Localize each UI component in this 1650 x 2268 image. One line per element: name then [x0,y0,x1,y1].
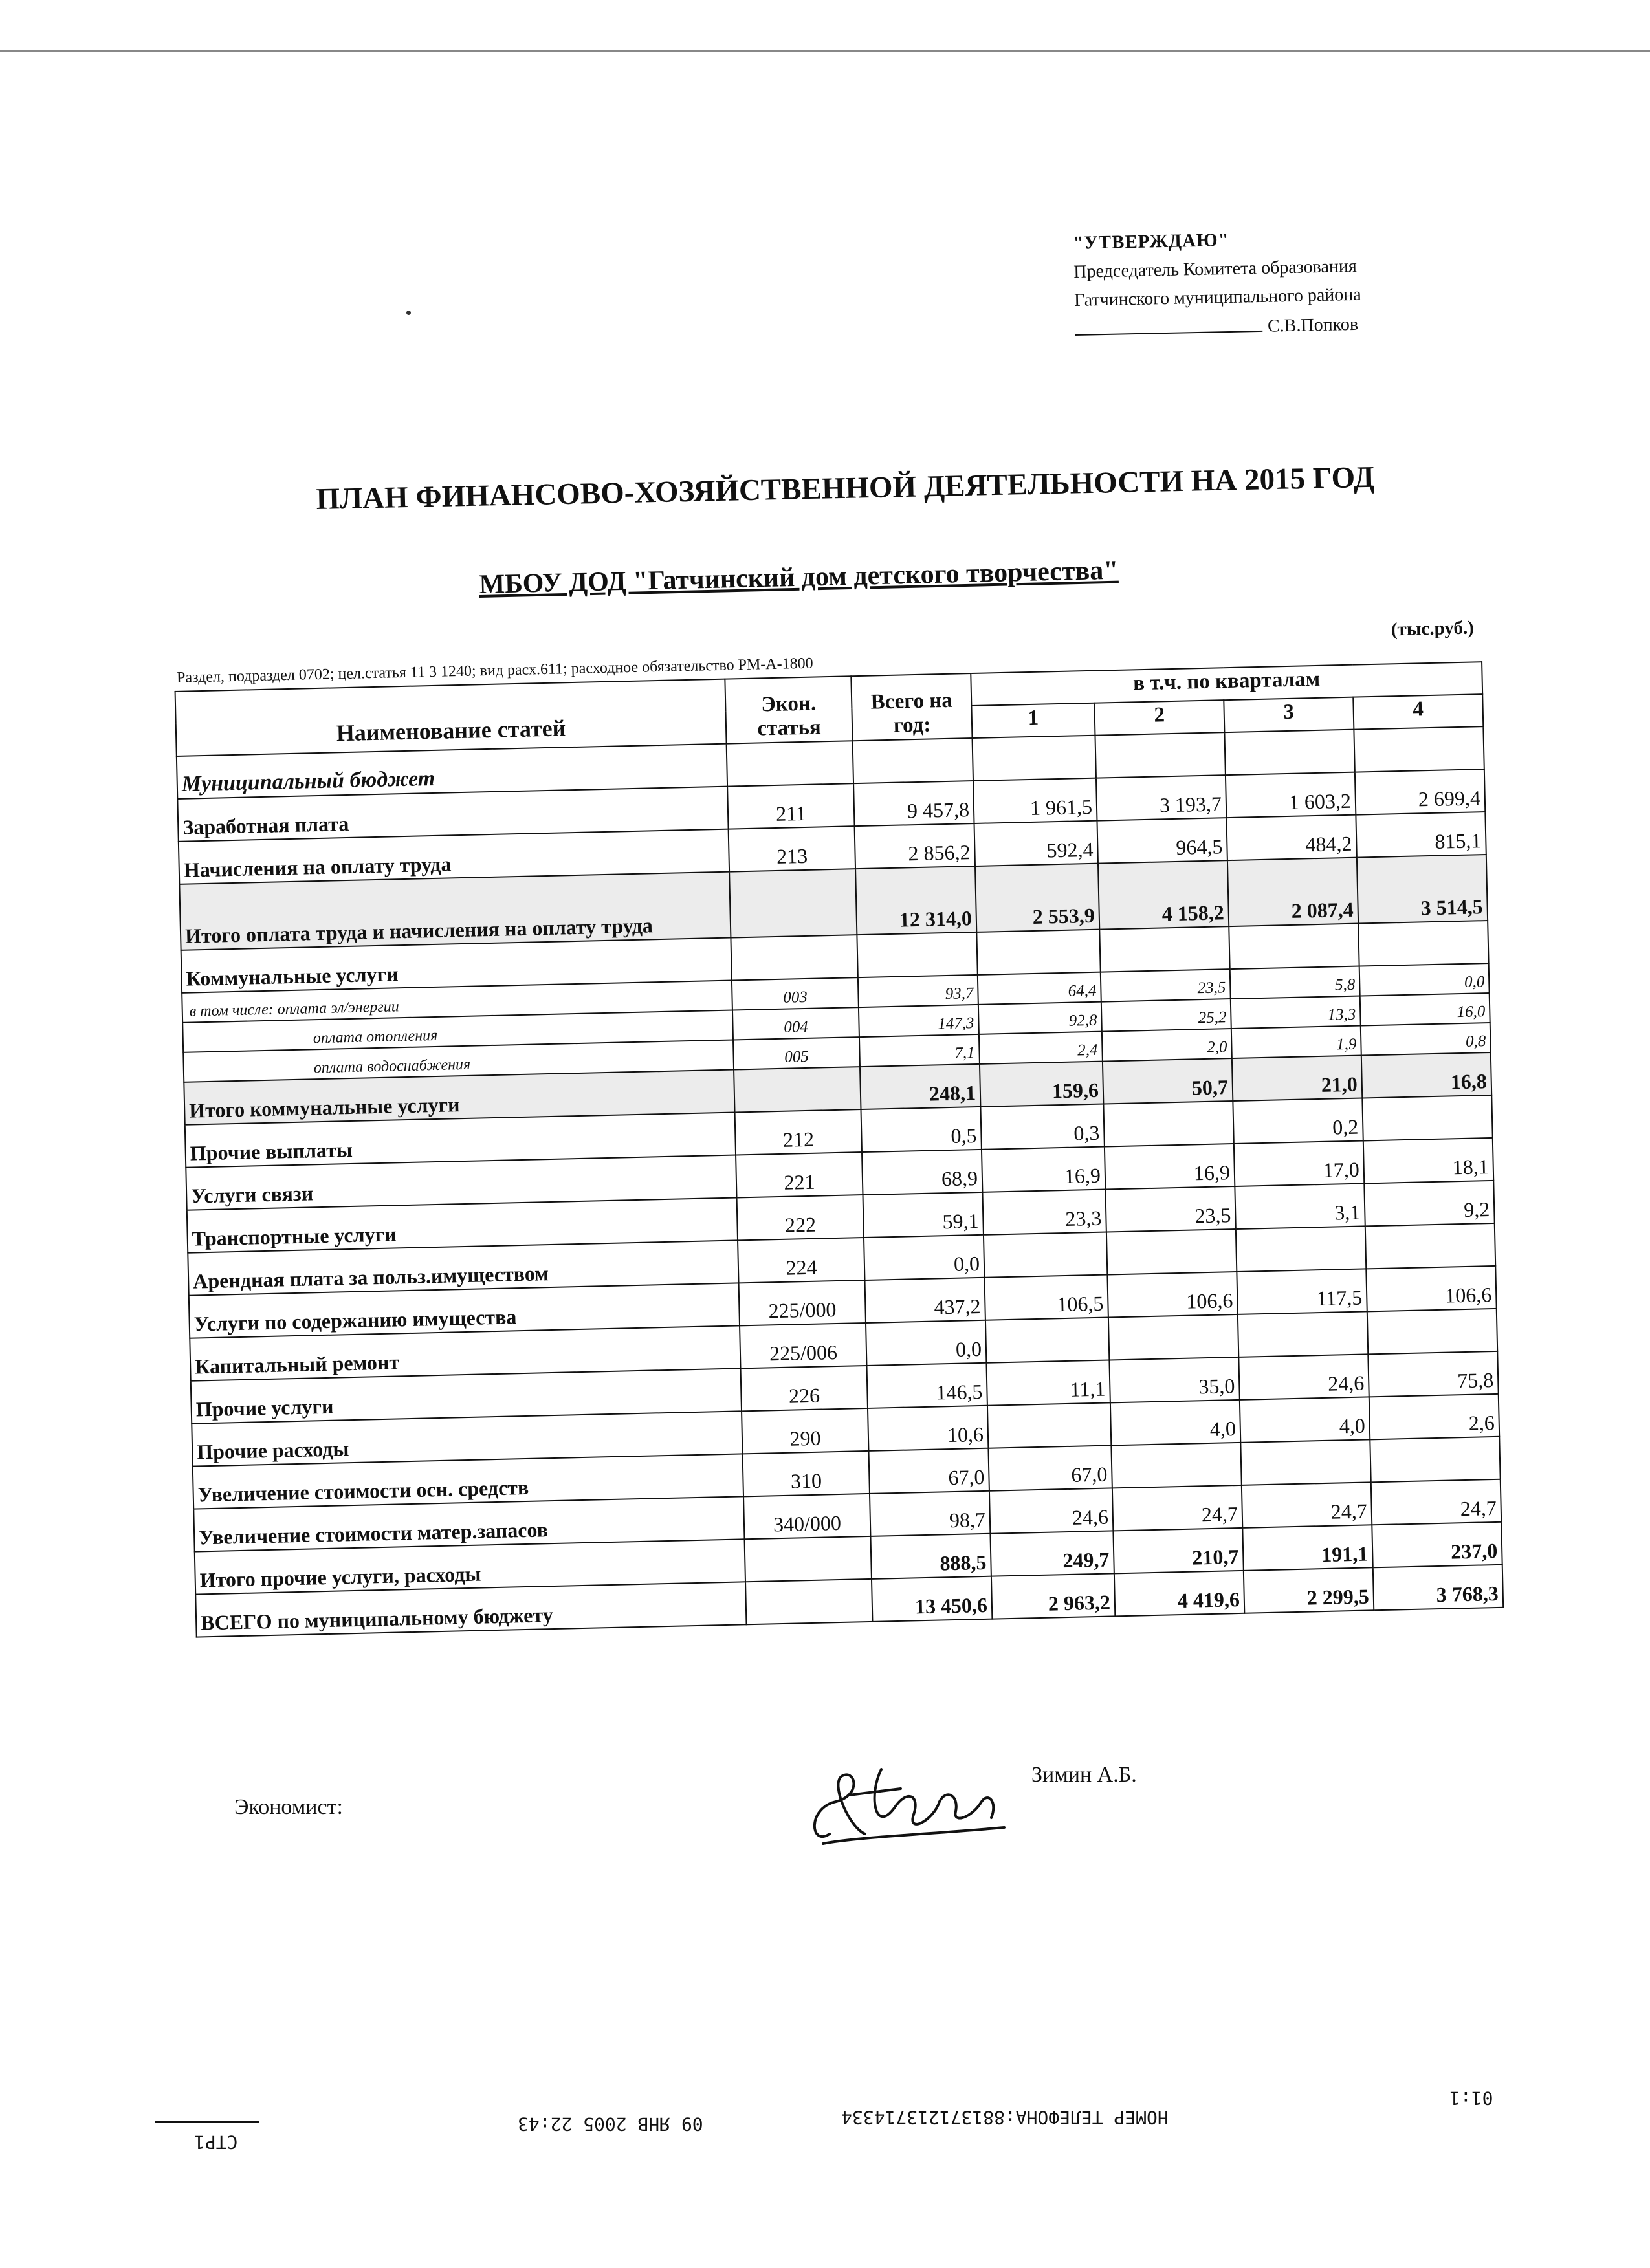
quarter-2-cell: 23,5 [1101,969,1231,1002]
quarter-3-cell: 21,0 [1232,1056,1362,1102]
section-title: Муниципальный бюджет [177,744,727,799]
quarter-4-cell [1367,1309,1497,1355]
header-quarters-title: в т.ч. по кварталам [971,662,1482,706]
section-empty-q4 [1354,726,1484,772]
quarter-3-cell: 13,3 [1231,996,1361,1029]
quarter-3-cell: 4,0 [1240,1397,1370,1443]
econ-code-cell: 003 [732,977,859,1010]
quarter-2-cell [1099,926,1229,972]
quarter-4-cell: 3 768,3 [1373,1565,1503,1611]
quarter-1-cell: 2,4 [979,1032,1103,1064]
year-total-cell: 248,1 [860,1064,980,1109]
quarter-4-cell: 815,1 [1356,812,1486,858]
econ-code-cell [731,935,857,980]
quarter-2-cell: 106,6 [1107,1272,1237,1318]
econ-code-cell [734,1067,861,1112]
econ-code-cell: 004 [732,1007,859,1040]
row-name: Транспортные услуги [187,1197,738,1252]
quarter-1-cell [987,1402,1111,1448]
signature-blank [1075,331,1262,336]
quarter-2-cell: 50,7 [1103,1058,1233,1104]
quarter-2-cell: 2,0 [1102,1029,1232,1062]
section-empty-total [853,738,973,783]
row-name: Прочие выплаты [185,1113,736,1168]
econ-code-cell: 224 [738,1238,864,1283]
quarter-4-cell: 24,7 [1371,1479,1501,1525]
quarter-3-cell: 2 087,4 [1227,858,1358,927]
quarter-3-cell [1229,924,1359,970]
header-total [851,673,972,741]
header-quarter-1: 1 [971,703,1095,738]
quarter-3-cell: 24,6 [1238,1354,1369,1400]
quarter-3-cell [1238,1311,1368,1357]
quarter-2-cell: 964,5 [1097,818,1227,864]
quarter-2-cell: 4,0 [1110,1400,1240,1446]
approval-block [1073,224,1476,341]
quarter-3-cell: 1 603,2 [1226,772,1356,818]
quarter-2-cell: 35,0 [1109,1357,1239,1403]
year-total-cell: 68,9 [862,1150,982,1195]
fax-page: СТР1 [194,2132,238,2153]
quarter-3-cell: 24,7 [1242,1482,1372,1528]
quarter-1-cell [984,1232,1107,1278]
quarter-1-cell [976,930,1100,975]
quarter-3-cell: 117,5 [1237,1269,1367,1314]
econ-code-cell: 222 [737,1195,864,1240]
approval-position-line2: Гатчинского муниципального района [1073,284,1361,311]
year-total-cell: 10,6 [868,1406,988,1451]
year-total-cell: 0,0 [866,1320,986,1366]
section-empty-q3 [1224,730,1354,776]
econ-code-cell: 213 [729,826,855,871]
row-name: Итого оплата труда и начисления на оплату труда [179,872,731,950]
header-code-line2: статья [756,715,822,741]
year-total-cell: 9 457,8 [853,781,974,826]
quarter-3-cell: 191,1 [1242,1525,1372,1571]
quarter-4-cell: 2,6 [1369,1394,1499,1440]
year-total-cell: 147,3 [859,1005,979,1037]
year-total-cell: 7,1 [859,1034,980,1067]
row-name: Увеличение стоимости матер.запасов [193,1496,744,1551]
row-name: Услуги связи [186,1155,736,1210]
year-total-cell: 0,0 [864,1235,984,1280]
quarter-1-cell [985,1317,1109,1362]
quarter-4-cell: 9,2 [1364,1181,1494,1227]
document-title: ПЛАН ФИНАНСОВО-ХОЗЯЙСТВЕННОЙ ДЕЯТЕЛЬНОСТИ НА 2015 ГОД [316,460,1375,516]
quarter-2-cell: 4 419,6 [1114,1571,1244,1617]
quarter-3-cell: 2 299,5 [1244,1567,1374,1613]
year-total-cell [857,932,977,977]
document-subtitle: МБОУ ДОД "Гатчинский дом детского творчества" [479,555,1119,600]
year-total-cell: 59,1 [863,1192,983,1238]
page-top-edge [0,50,1650,52]
header-total-line1: Всего на [870,688,953,714]
quarter-1-cell: 592,4 [974,821,1098,866]
quarter-1-cell: 11,1 [986,1360,1110,1405]
quarter-2-cell [1106,1229,1237,1275]
quarter-1-cell: 67,0 [988,1445,1112,1490]
quarter-2-cell: 23,5 [1105,1186,1235,1232]
budget-table [175,661,1504,1637]
quarter-4-cell: 3 514,5 [1357,855,1488,924]
row-name: оплата отопления [182,1010,733,1052]
quarter-2-cell: 4 158,2 [1098,860,1229,930]
quarter-2-cell [1108,1314,1238,1360]
approval-signer: С.В.Попков [1267,314,1359,336]
quarter-4-cell: 16,0 [1360,993,1490,1026]
quarter-1-cell: 106,5 [984,1275,1108,1320]
row-name: Итого прочие услуги, расходы [195,1539,745,1594]
fax-rule [155,2121,259,2123]
year-total-cell: 437,2 [864,1278,985,1323]
quarter-1-cell: 159,6 [980,1062,1103,1107]
header-total-line2: год: [893,713,931,737]
quarter-4-cell: 106,6 [1366,1266,1496,1312]
econ-code-cell [745,1579,872,1624]
year-total-cell: 2 856,2 [855,823,975,869]
quarter-4-cell [1365,1223,1495,1269]
budget-section [173,617,1502,1637]
header-name: Наименование статей [175,679,727,756]
quarter-3-cell [1236,1226,1366,1272]
year-total-cell: 146,5 [866,1363,987,1408]
year-total-cell: 888,5 [870,1534,991,1579]
quarter-3-cell: 17,0 [1234,1140,1364,1186]
header-code [725,676,852,743]
row-name: Арендная плата за польз.имуществом [188,1240,738,1295]
quarter-4-cell [1358,921,1488,966]
year-total-cell: 98,7 [870,1491,990,1536]
quarter-3-cell: 5,8 [1230,966,1360,999]
quarter-2-cell: 16,9 [1105,1144,1235,1190]
quarter-1-cell: 249,7 [990,1531,1114,1576]
row-name: Прочие услуги [191,1368,742,1423]
quarter-1-cell: 23,3 [982,1190,1106,1235]
econ-code-cell: 310 [743,1451,870,1496]
econ-code-cell: 226 [741,1366,868,1411]
quarter-1-cell: 16,9 [982,1147,1105,1192]
quarter-2-cell [1111,1443,1241,1488]
quarter-4-cell: 2 699,4 [1355,769,1485,815]
row-name: оплата водоснабжения [183,1040,734,1082]
quarter-4-cell [1362,1095,1492,1141]
econ-code-cell: 225/006 [740,1323,866,1368]
section-empty-q2 [1095,732,1225,778]
quarter-1-cell: 92,8 [978,1002,1102,1034]
row-name: Заработная плата [177,787,728,842]
quarter-2-cell [1103,1101,1233,1147]
row-name: Итого коммунальные услуги [184,1070,734,1125]
quarter-1-cell: 64,4 [978,972,1101,1005]
econ-code-cell: 212 [735,1109,862,1155]
approval-signature-line [1075,312,1477,341]
quarter-2-cell: 24,7 [1112,1485,1242,1531]
row-name: Коммунальные услуги [181,938,732,993]
section-empty-q1 [973,736,1096,781]
quarter-1-cell: 2 963,2 [991,1573,1115,1619]
year-total-cell: 93,7 [858,975,978,1007]
year-total-cell: 12 314,0 [855,866,976,935]
handwritten-signature [804,1756,1017,1853]
quarter-3-cell: 0,2 [1233,1098,1363,1144]
header-quarter-2: 2 [1094,700,1224,736]
quarter-4-cell: 18,1 [1363,1138,1493,1184]
year-total-cell: 0,5 [861,1107,981,1152]
row-name: Прочие расходы [192,1411,742,1466]
approval-title: "УТВЕРЖДАЮ" [1073,229,1230,254]
section-empty-code [727,741,853,786]
approval-position-line1: Председатель Комитета образования [1073,256,1358,282]
quarter-4-cell: 237,0 [1372,1522,1502,1568]
quarter-2-cell: 3 193,7 [1096,775,1226,821]
fax-phone: НОМЕР ТЕЛЕФОНА:881371213714334 [841,2107,1169,2128]
scan-speck [406,311,411,315]
units-label: (тыс.руб.) [1391,617,1475,640]
quarter-1-cell: 2 553,9 [975,864,1099,932]
quarter-2-cell: 25,2 [1101,999,1231,1032]
quarter-2-cell: 210,7 [1113,1528,1243,1574]
razdel-line: Раздел, подраздел 0702; цел.статья 11 3 1240; вид расх.611; расходное обязательство РМ-А-1800 [176,655,813,686]
econ-code-cell [745,1536,872,1582]
econ-code-cell: 221 [736,1152,863,1197]
economist-label: Экономист: [234,1795,343,1819]
quarter-3-cell: 1,9 [1231,1026,1361,1059]
quarter-4-cell: 16,8 [1361,1052,1491,1098]
economist-name: Зимин А.Б. [1031,1763,1137,1787]
quarter-3-cell: 484,2 [1226,815,1356,861]
year-total-cell: 13 450,6 [872,1576,992,1622]
budget-table-body [175,662,1504,1637]
quarter-4-cell: 0,0 [1359,963,1490,996]
row-name: Услуги по содержанию имущества [189,1283,740,1338]
fax-footer [155,2088,1501,2153]
row-name: Увеличение стоимости осн. средств [193,1454,743,1509]
econ-code-cell: 290 [742,1408,868,1454]
year-total-cell: 67,0 [868,1448,989,1494]
row-name: в том числе: оплата эл/энергии [182,981,732,1023]
econ-code-cell: 005 [733,1037,860,1069]
quarter-4-cell: 75,8 [1368,1351,1498,1397]
header-quarter-4: 4 [1353,694,1483,730]
econ-code-cell: 211 [727,783,854,829]
quarter-1-cell: 0,3 [980,1104,1104,1150]
fax-datetime: 09 ЯНВ 2005 22:43 [518,2113,703,2135]
header-quarter-3: 3 [1224,697,1354,733]
header-code-line1: Экон. [760,692,817,717]
econ-code-cell: 340/000 [743,1494,870,1539]
row-name: Начисления на оплату труда [179,829,729,884]
quarter-3-cell: 3,1 [1235,1183,1365,1229]
quarter-1-cell: 1 961,5 [973,778,1097,823]
signature-block [234,1756,1270,1847]
quarter-4-cell: 0,8 [1361,1023,1491,1056]
fax-page-number: 01:1 [1449,2088,1493,2109]
econ-code-cell [729,869,857,937]
quarter-1-cell: 24,6 [989,1488,1113,1533]
row-name: ВСЕГО по муниципальному бюджету [195,1582,746,1637]
quarter-3-cell [1240,1439,1370,1485]
quarter-4-cell [1370,1437,1500,1483]
econ-code-cell: 225/000 [739,1280,866,1325]
row-name: Капитальный ремонт [190,1325,740,1380]
